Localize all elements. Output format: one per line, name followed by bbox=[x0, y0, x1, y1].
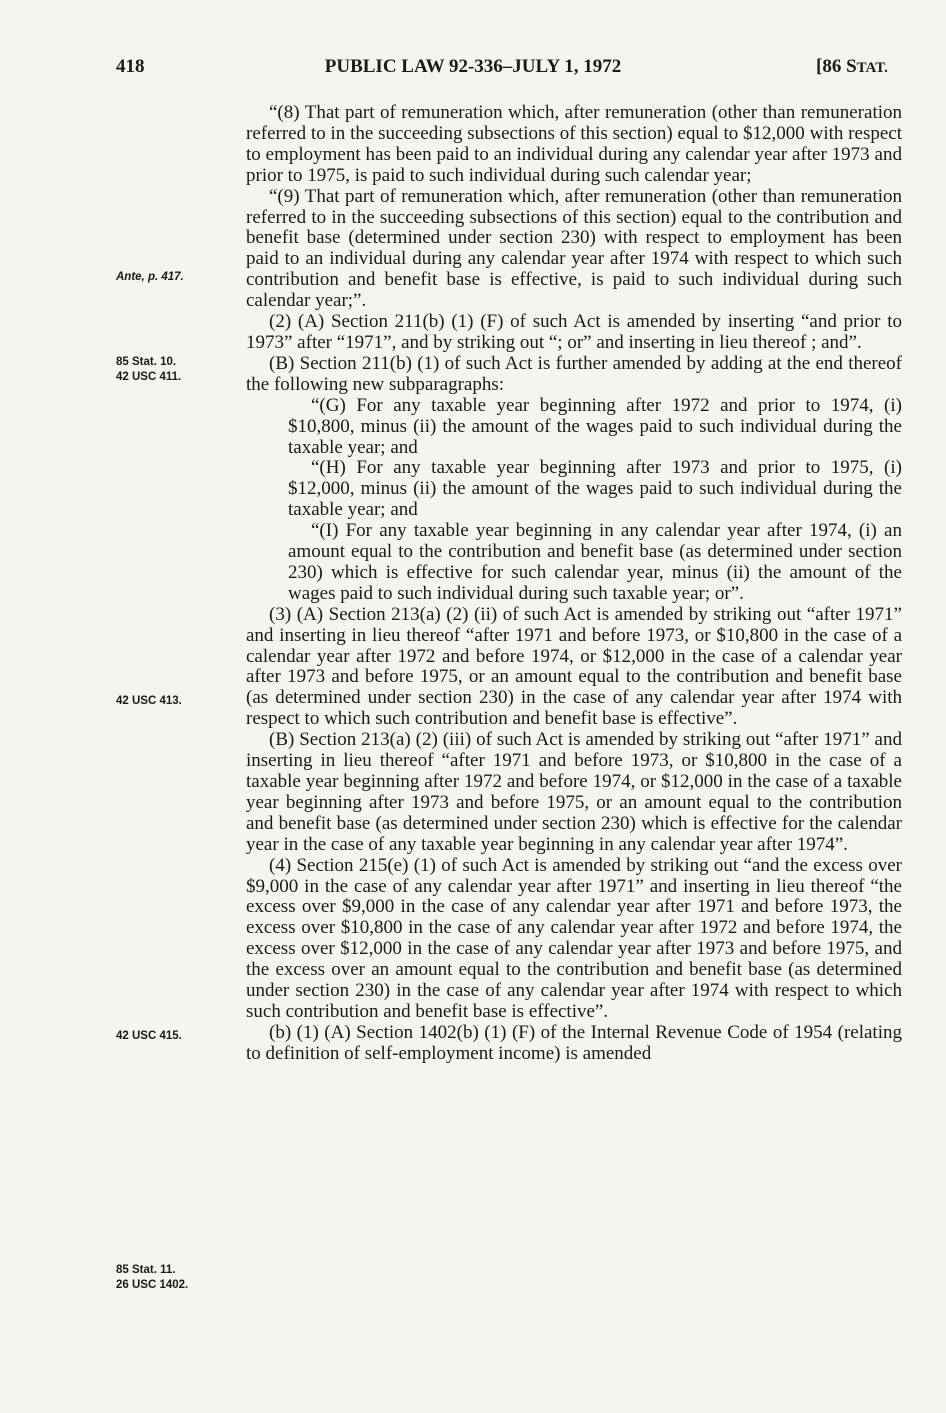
margin-notes bbox=[116, 0, 234, 1413]
margin-note-usc: 42 USC 411. bbox=[116, 371, 182, 383]
paragraph: (b) (1) (A) Section 1402(b) (1) (F) of the Internal Revenue Code of 1954 (relating to definition of self-employment income) is amended bbox=[246, 1021, 902, 1064]
page-number: 418 bbox=[116, 56, 145, 77]
statute-prefix: [86 S bbox=[816, 56, 857, 77]
paragraph: (B) Section 213(a) (2) (iii) of such Act is amended by striking out “after 1971” and inserting in lieu thereof “after 1971 and before 1973, or $10,800 in the case of a taxable year beginning after 1972 and before 1974, or $12,000 in the case of a taxable year beginning after 1973 and before 1975, or an amount equal to the contribution and benefit base (as determined under section 230) which is effective for the calendar year in the case of any taxable year beginning in any calendar year after 1974”. bbox=[246, 729, 902, 855]
running-head: PUBLIC LAW 92-336–JULY 1, 1972 bbox=[324, 56, 622, 77]
paragraph: “(9) That part of remuneration which, after remuneration (other than remuneration referred to in the succeeding subsections of this section) equal to the contribution and benefit base (determined under section 230) with respect to employment has been paid to an individual during any calendar year after 1974 with respect to which such contribution and benefit base is effective, is paid to such individual during such calendar year;”. bbox=[246, 185, 902, 312]
margin-note-usc: 26 USC 1402. bbox=[116, 1279, 189, 1291]
subparagraph: “(G) For any taxable year beginning after 1972 and prior to 1974, (i) $10,800, minus (ii) the amount of the wages paid to such individual during the taxable year; and bbox=[288, 394, 902, 458]
paragraph: (2) (A) Section 211(b) (1) (F) of such Act is amended by inserting “and prior to 1973” after “1971”, and by striking out “; or” and inserting in lieu thereof ; and”. bbox=[246, 311, 902, 353]
body-text bbox=[246, 103, 902, 1065]
margin-note-stat: 85 Stat. 10. bbox=[116, 356, 177, 368]
margin-note-usc: 42 USC 413. bbox=[116, 695, 182, 707]
margin-note-usc: 42 USC 415. bbox=[116, 1030, 182, 1042]
margin-note-stat: 85 Stat. 11. bbox=[116, 1264, 176, 1276]
margin-note-ante: Ante, p. 417. bbox=[116, 271, 184, 283]
subparagraph: “(H) For any taxable year beginning after 1973 and prior to 1975, (i) $12,000, minus (ii) the amount of the wages paid to such individual during the taxable year; and bbox=[288, 457, 902, 521]
paragraph: (3) (A) Section 213(a) (2) (ii) of such Act is amended by striking out “after 1971” and inserting in lieu thereof “after 1971 and before 1973, or $10,800 in the case of a calendar year after 1972 and before 1974, or $12,000 in the case of a calendar year after 1973 and before 1975, or an amount equal to the contribution and benefit base (as determined under section 230) in the case of any calendar year after 1974 with respect to which such contribution and benefit base is effective”. bbox=[246, 603, 902, 730]
paragraph: (B) Section 211(b) (1) of such Act is further amended by adding at the end thereof the following new subparagraphs: bbox=[246, 352, 902, 395]
paragraph: “(8) That part of remuneration which, after remuneration (other than remuneration referred to in the succeeding subsections of this section) equal to $12,000 with respect to employment has been paid to an individual during any calendar year after 1973 and prior to 1975, is paid to such individual during such calendar year; bbox=[246, 102, 902, 186]
subparagraph: “(I) For any taxable year beginning in any calendar year after 1974, (i) an amount equal to the contribution and benefit base (as determined under section 230) which is effective for such calendar year, minus (ii) the amount of the wages paid to such individual during such taxable year; or”. bbox=[288, 520, 902, 604]
statute-suffix: TAT. bbox=[856, 60, 888, 76]
paragraph: (4) Section 215(e) (1) of such Act is amended by striking out “and the excess over $9,000 in the case of any calendar year after 1971” and inserting in lieu thereof “the excess over $9,000 in the case of any calendar year after 1971 and before 1973, the excess over $10,800 in the case of any calendar year after 1972 and before 1974, the excess over $12,000 in the case of any calendar year after 1973 and before 1975, and the excess over an amount equal to the contribution and benefit base (as determined under section 230) in the case of any calendar year after 1974 with respect to which such contribution and benefit base is effective”. bbox=[246, 854, 902, 1022]
statute-reference bbox=[816, 56, 888, 78]
